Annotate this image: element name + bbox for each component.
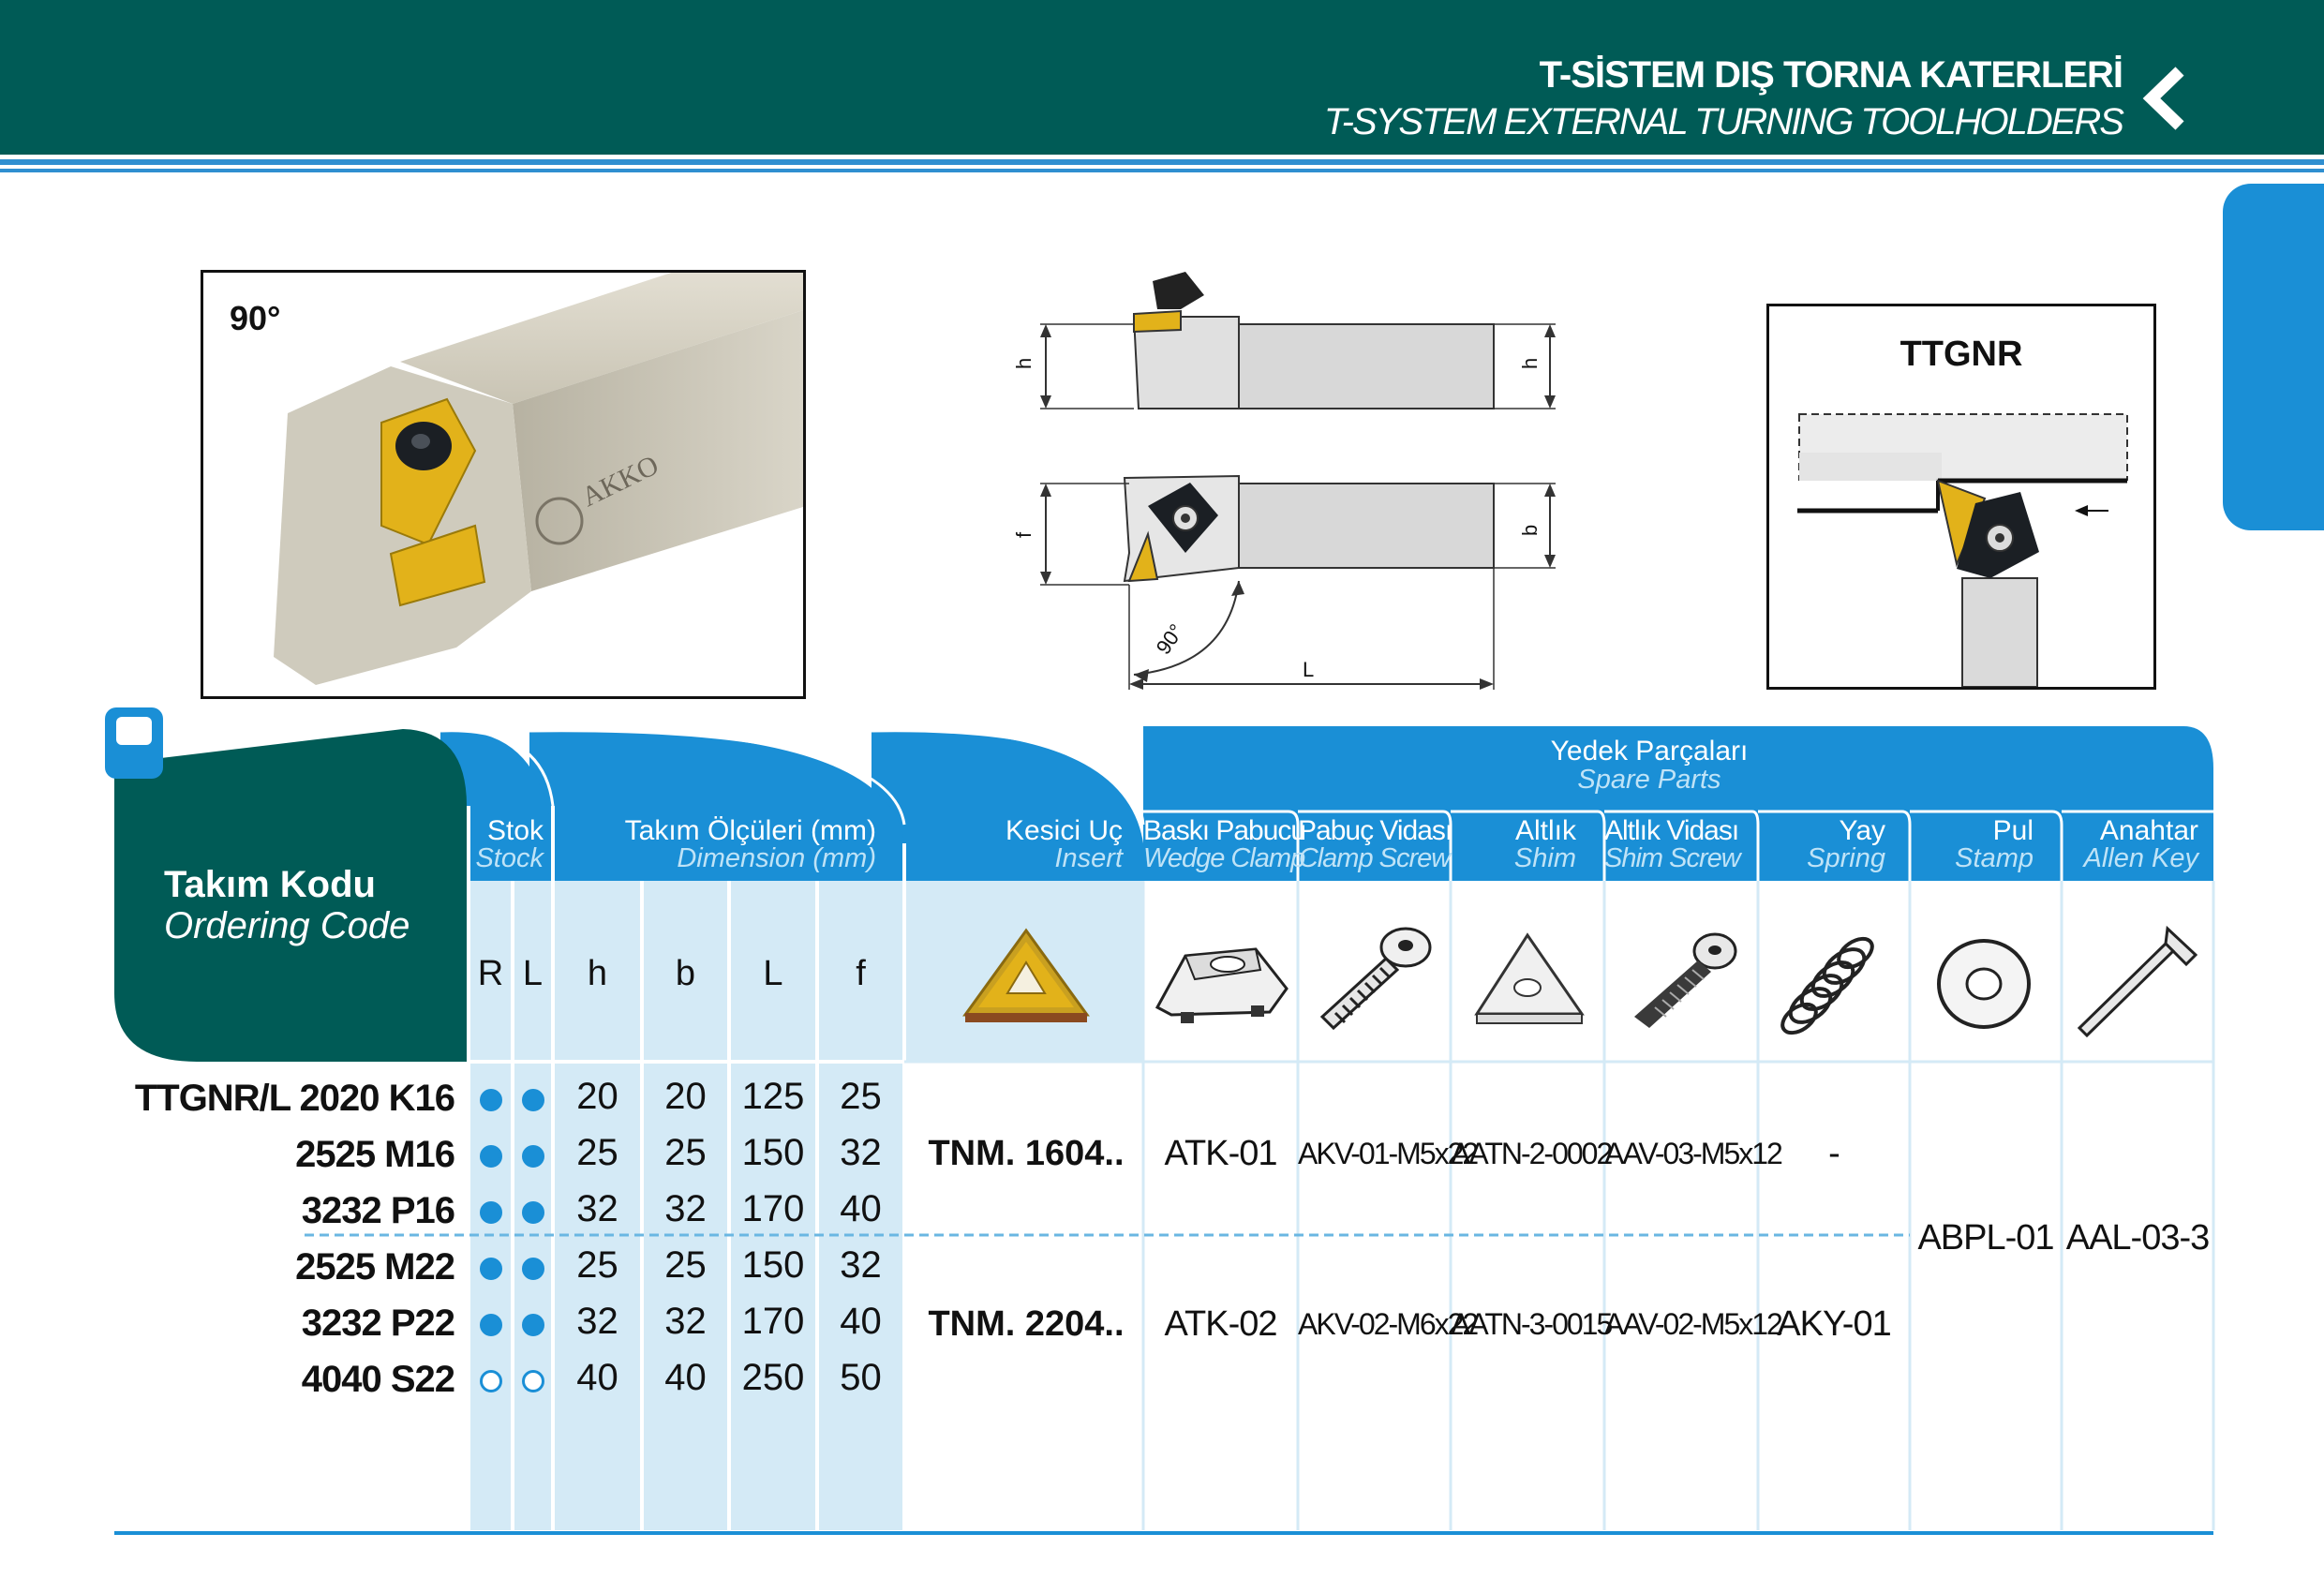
- stock-L-indicator: [522, 1258, 544, 1280]
- ordering-code-label-en: Ordering Code: [164, 905, 410, 946]
- page-title: T-SİSTEM DIŞ TORNA KATERLERİ: [1539, 54, 2123, 96]
- dim-b: b: [1518, 524, 1542, 536]
- ordering-code: 3232 P16: [301, 1190, 454, 1231]
- insert-icon: [956, 923, 1096, 1026]
- dim-h-value: 25: [576, 1132, 618, 1173]
- dim-Lval-value: 170: [741, 1301, 805, 1342]
- clamp-screw-icon: [1307, 923, 1443, 1035]
- shim-1: AATN-2-0002: [1451, 1137, 1612, 1170]
- dim-f-value: 50: [840, 1357, 882, 1398]
- wedge-clamp-icon: [1148, 932, 1293, 1026]
- spring-header: Yay: [1839, 815, 1885, 846]
- stamp-code: ABPL-01: [1917, 1218, 2054, 1258]
- clamp-screw-1: AKV-01-M5x22: [1298, 1137, 1478, 1170]
- ordering-code-label: Takım Kodu: [164, 864, 376, 905]
- dimension-header-en: Dimension (mm): [677, 843, 876, 873]
- spring-icon: [1771, 932, 1888, 1035]
- wedge-clamp-header-en: Wedge Clamp: [1143, 843, 1305, 873]
- stock-R-indicator: [480, 1201, 502, 1224]
- stock-L-indicator: [522, 1145, 544, 1168]
- shim-header-en: Shim: [1513, 843, 1576, 873]
- shim-screw-icon: [1612, 923, 1752, 1035]
- clamp-screw-header-en: Clamp Screw: [1298, 843, 1451, 873]
- page-subtitle: T-SYSTEM EXTERNAL TURNING TOOLHOLDERS: [1323, 101, 2123, 142]
- wedge-clamp-1: ATK-01: [1164, 1134, 1277, 1173]
- col-L: L: [522, 954, 544, 993]
- col-R: R: [477, 954, 504, 993]
- col-f: f: [856, 954, 866, 993]
- dim-Lval-value: 150: [741, 1244, 805, 1286]
- insert-code-2: TNM. 2204..: [928, 1304, 1125, 1344]
- dim-f-value: 32: [840, 1132, 882, 1173]
- allen-key-header-en: Allen Key: [2083, 843, 2198, 873]
- allen-key-header: Anahtar: [2099, 815, 2198, 846]
- spare-parts-header-en: Spare Parts: [1577, 765, 1721, 795]
- stamp-header-en: Stamp: [1955, 843, 2034, 873]
- dim-angle: 90°: [1151, 619, 1189, 659]
- ordering-code: 2525 M16: [295, 1134, 454, 1175]
- stock-R-indicator: [480, 1314, 502, 1336]
- shim-2: AATN-3-0015: [1451, 1307, 1612, 1341]
- col-b: b: [675, 954, 696, 993]
- dim-h-value: 40: [576, 1357, 618, 1398]
- clamp-screw-2: AKV-02-M6x22: [1298, 1307, 1478, 1341]
- stock-L-indicator: [522, 1370, 544, 1392]
- dim-h-right: h: [1518, 357, 1542, 369]
- insert-code-1: TNM. 1604..: [928, 1134, 1125, 1173]
- dim-h-value: 25: [576, 1244, 618, 1286]
- shim-screw-header: Altlık Vidası: [1604, 815, 1739, 846]
- dim-b-value: 25: [664, 1132, 707, 1173]
- stock-R-indicator: [480, 1258, 502, 1280]
- stock-L-indicator: [522, 1089, 544, 1111]
- spring-header-en: Spring: [1807, 843, 1885, 873]
- allen-key-code: AAL-03-3: [2065, 1218, 2210, 1258]
- dim-Lval-value: 170: [741, 1188, 805, 1229]
- brand-logo: AKKO: [576, 449, 663, 514]
- wedge-clamp-header: Baskı Pabucu: [1143, 815, 1306, 846]
- ordering-code: 2525 M22: [295, 1246, 454, 1288]
- dim-b-value: 32: [664, 1188, 707, 1229]
- shim-screw-2: AAV-02-M5x12: [1604, 1307, 1781, 1341]
- dim-h-left: h: [1012, 357, 1035, 369]
- dim-h-value: 32: [576, 1188, 618, 1229]
- dim-h-value: 20: [576, 1076, 618, 1117]
- shim-screw-header-en: Shim Screw: [1604, 843, 1740, 873]
- stock-R-indicator: [480, 1145, 502, 1168]
- dim-b-value: 40: [664, 1357, 707, 1398]
- dim-b-value: 20: [664, 1076, 707, 1117]
- clamp-screw-header: Pabuç Vidası: [1298, 815, 1452, 846]
- insert-header-en: Insert: [1054, 843, 1123, 873]
- dim-h-value: 32: [576, 1301, 618, 1342]
- stock-R-indicator: [480, 1370, 502, 1392]
- stock-header-en: Stock: [475, 843, 544, 873]
- shim-header: Altlık: [1514, 815, 1576, 846]
- dim-Lval-value: 150: [741, 1132, 805, 1173]
- spring-1: -: [1828, 1134, 1840, 1173]
- stamp-header: Pul: [1992, 815, 2034, 846]
- wedge-clamp-2: ATK-02: [1164, 1304, 1277, 1344]
- dim-f-value: 25: [840, 1076, 882, 1117]
- dim-b-value: 25: [664, 1244, 707, 1286]
- ordering-code: 4040 S22: [301, 1359, 454, 1400]
- spare-parts-header: Yedek Parçaları: [1550, 736, 1749, 767]
- washer-icon: [1930, 932, 2038, 1035]
- dim-Lval-value: 250: [741, 1357, 805, 1398]
- stock-L-indicator: [522, 1201, 544, 1224]
- application-title: TTGNR: [1899, 335, 2023, 374]
- ordering-code: TTGNR/L 2020 K16: [134, 1078, 454, 1119]
- dim-f-value: 40: [840, 1188, 882, 1229]
- spring-2: AKY-01: [1777, 1304, 1891, 1344]
- stock-R-indicator: [480, 1089, 502, 1111]
- stock-L-indicator: [522, 1314, 544, 1336]
- dim-f-value: 32: [840, 1244, 882, 1286]
- dim-f-value: 40: [840, 1301, 882, 1342]
- dim-Lval-value: 125: [741, 1076, 805, 1117]
- insert-header: Kesici Uç: [1005, 815, 1123, 846]
- shim-icon: [1471, 928, 1588, 1031]
- col-Lc: L: [763, 954, 783, 993]
- allen-key-icon: [2076, 923, 2197, 1040]
- shim-screw-1: AAV-03-M5x12: [1604, 1137, 1781, 1170]
- dimension-header: Takım Ölçüleri (mm): [624, 815, 876, 846]
- dim-b-value: 32: [664, 1301, 707, 1342]
- stock-header: Stok: [486, 815, 544, 846]
- dim-L: L: [1303, 658, 1315, 681]
- col-h: h: [587, 954, 608, 993]
- photo-angle-label: 90°: [230, 299, 281, 337]
- dim-f: f: [1012, 531, 1035, 538]
- ordering-code: 3232 P22: [301, 1303, 454, 1344]
